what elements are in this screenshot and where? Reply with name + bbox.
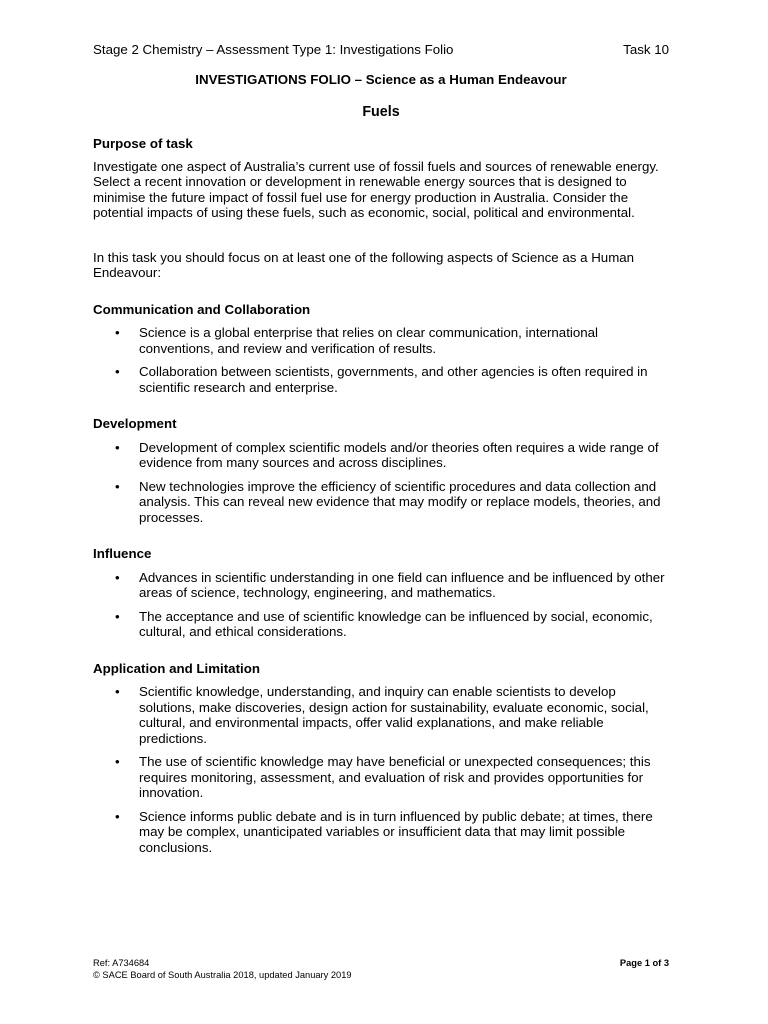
bullet-icon: • [115,808,120,824]
section-heading-development: Development [93,416,177,431]
section-heading-communication: Communication and Collaboration [93,301,311,317]
list-item-text: New technologies improve the efficiency of scientific procedures and data collection and analysis. This can reveal new evidence that may modify or replace models, theories, and processes. [139,478,661,525]
list-item-text: Science is a global enterprise that relies on clear communication, international conventions, and review and verification of results. [139,325,598,356]
section-heading-application: Application and Limitation [93,660,260,676]
document-subtitle: Fuels [362,104,400,120]
page-footer [93,957,669,981]
page-number: Page 1 of 3 [619,958,669,968]
bullet-icon: • [115,364,120,379]
footer-reference: Ref: A734684 [93,958,150,968]
list-item [93,809,671,856]
bullet-list-influence [93,570,671,640]
bullet-list-application [93,684,671,855]
bullet-icon: • [115,684,120,699]
bullet-icon: • [115,608,120,624]
list-item-text: The use of scientific knowledge may have beneficial or unexpected consequences; this requires monitoring, assessment, and evaluation of risk and provides opportunities for innovation. [139,754,651,800]
list-item-text: Science informs public debate and is in turn influenced by public debate; at times, there may be complex, unanticipated variables or insufficient data that may limit possible conclusions. [139,808,653,855]
list-item [93,440,671,471]
focus-text: In this task you should focus on at least one of the following aspects of Science as a Human Endeavour: [93,249,635,280]
list-item [93,364,671,395]
header-task-number: Task 10 [623,42,669,57]
list-item-text: Advances in scientific understanding in one field can influence and be influenced by other areas of science, technology, engineering, and mathematics. [139,569,665,600]
list-item [93,570,671,601]
list-item-text: The acceptance and use of scientific knowledge can be influenced by social, economic, cultural, and ethical considerations. [139,608,653,639]
purpose-text: Investigate one aspect of Australia’s current use of fossil fuels and sources of renewable energy. Select a recent innovation or development in renewable energy sources that is designed to minimise the future impact of fossil fuel use for energy production in Australia. Consider the potential impacts of using these fuels, such as economic, social, political and environmental. [93,158,659,220]
bullet-list-development [93,440,671,526]
list-item-text: Collaboration between scientists, governments, and other agencies is often required in scientific research and enterprise. [139,364,648,395]
bullet-list-communication [93,325,671,395]
purpose-heading: Purpose of task [93,136,193,151]
document-body [93,136,671,855]
bullet-icon: • [115,754,120,769]
section-heading-influence: Influence [93,546,152,561]
list-item [93,684,671,746]
footer-copyright: © SACE Board of South Australia 2018, updated January 2019 [93,970,352,980]
bullet-icon: • [115,478,120,494]
bullet-icon: • [115,325,120,340]
list-item [93,325,671,356]
bullet-icon: • [115,569,120,585]
list-item [93,609,671,640]
list-item [93,479,671,526]
list-item-text: Development of complex scientific models and/or theories often requires a wide range of evidence from many sources and across disciplines. [139,439,659,470]
header-course-title: Stage 2 Chemistry – Assessment Type 1: Investigations Folio [93,42,454,57]
document-title: INVESTIGATIONS FOLIO – Science as a Human Endeavour [195,72,567,87]
list-item [93,754,671,801]
bullet-icon: • [115,439,120,455]
list-item-text: Scientific knowledge, understanding, and inquiry can enable scientists to develop solutions, make discoveries, design action for sustainability, evaluate economic, social, cultural, and environmental impacts, offer valid explanations, and make reliable predictions. [139,684,649,746]
